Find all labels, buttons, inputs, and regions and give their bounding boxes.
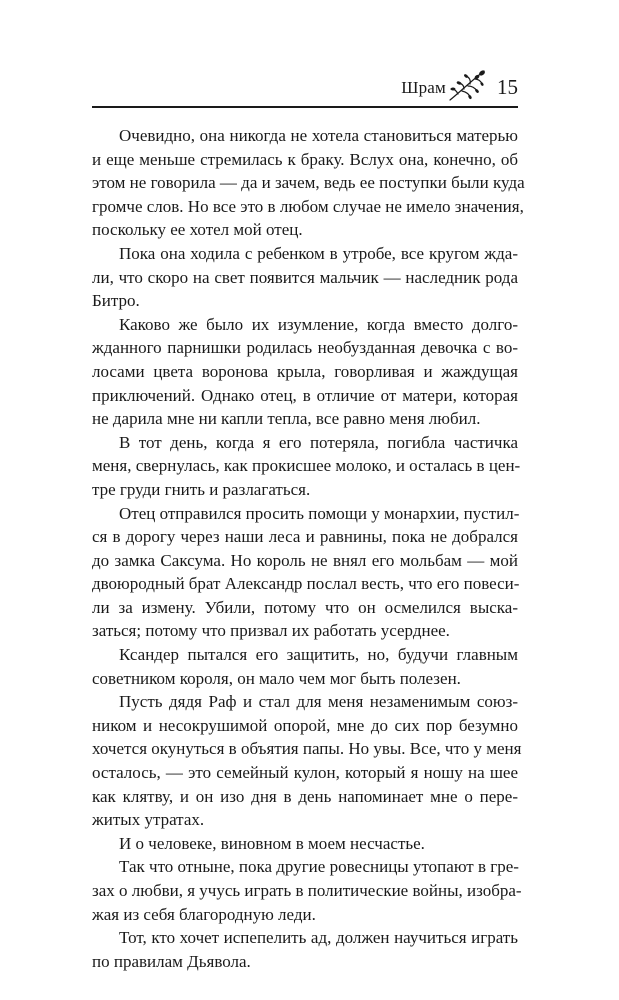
text-line: заться; потому что призвал их работать усерднее. (92, 621, 450, 641)
text-line: Очевидно, она никогда не хотела становиться матерью (119, 126, 518, 145)
running-head-title: Шрам (401, 78, 446, 97)
text-line: Пока она ходила с ребенком в утробе, все кругом жда- (119, 243, 518, 263)
text-line: Пусть дядя Раф и стал для меня незаменимым союз- (119, 692, 518, 712)
paragraph (92, 926, 518, 973)
text-line: меня, свернулась, как прокисшее молоко, и осталась в цен- (92, 456, 521, 476)
paragraph (92, 313, 518, 431)
paragraph (119, 832, 518, 856)
text-line: И о человеке, виновном в моем несчастье. (119, 833, 425, 853)
text-line: Тот, кто хочет испепелить ад, должен научиться играть (119, 928, 518, 948)
text-line: В тот день, когда я его потеряла, погибла частичка (119, 432, 518, 452)
page-number: 15 (497, 75, 518, 99)
text-line: Битро. (92, 291, 140, 311)
flower-sprig-icon (448, 68, 488, 102)
paragraph (92, 690, 522, 832)
text-line: жая из себя благородную леди. (92, 904, 316, 924)
paragraph (92, 643, 518, 690)
text-line: ли, что скоро на свет появится мальчик — наследник рода (92, 267, 518, 287)
text-line: жданного парнишки родилась необузданная девочка с во- (92, 338, 518, 358)
text-line: громче слов. Но все это в любом случае не имело значения, (92, 196, 524, 216)
text-line: этом не говорила — да и зачем, ведь ее поступки были куда (92, 173, 525, 193)
paragraph (92, 124, 525, 242)
text-line: хочется окунуться в объятия папы. Но увы. Все, что у меня (92, 739, 522, 759)
text-line: по правилам Дьявола. (92, 951, 251, 971)
text-line: зах о любви, я учусь играть в политические войны, изобра- (92, 881, 522, 900)
text-line: не дарила мне ни капли тепла, все равно меня любил. (92, 409, 481, 429)
text-line: тре груди гнить и разлагаться. (92, 479, 311, 499)
text-line: осталось, — это семейный кулон, который я ношу на шее (92, 763, 518, 783)
text-line: лосами цвета воронова крыла, говорливая и жаждущая (92, 361, 518, 381)
text-line: поскольку ее хотел мой отец. (92, 220, 303, 240)
text-line: ником и несокрушимой опорой, мне до сих пор безумно (92, 715, 518, 735)
paragraph (92, 502, 520, 644)
text-line: Каково же было их изумление, когда вместо долго- (119, 314, 518, 334)
text-line: Так что отныне, пока другие ровесницы утопают в гре- (119, 857, 519, 877)
paragraph (92, 855, 522, 926)
text-line: и еще меньше стремилась к браку. Вслух она, конечно, об (92, 149, 518, 169)
header-rule (92, 106, 518, 108)
text-line: советником короля, он мало чем мог быть полезен. (92, 668, 461, 688)
text-line: ли за измену. Убили, потому что он осмелился выска- (92, 597, 518, 617)
text-line: двоюродный брат Александр послал весть, что его повеси- (92, 574, 520, 594)
text-line: как клятву, и он изо дня в день напоминает мне о пере- (92, 786, 518, 806)
text-line: приключений. Однако отец, в отличие от матери, которая (92, 385, 518, 405)
text-line: ся в дорогу через наши леса и равнины, пока не добрался (92, 527, 518, 547)
text-line: житых утратах. (92, 810, 205, 830)
text-line: до замка Саксума. Но король не внял его мольбам — мой (92, 550, 518, 570)
body-text (92, 124, 525, 973)
paragraph (92, 431, 521, 502)
paragraph (92, 242, 518, 313)
running-head (92, 70, 518, 106)
text-line: Ксандер пытался его защитить, но, будучи главным (119, 645, 518, 665)
text-line: Отец отправился просить помощи у монархии, пустил- (119, 503, 520, 523)
